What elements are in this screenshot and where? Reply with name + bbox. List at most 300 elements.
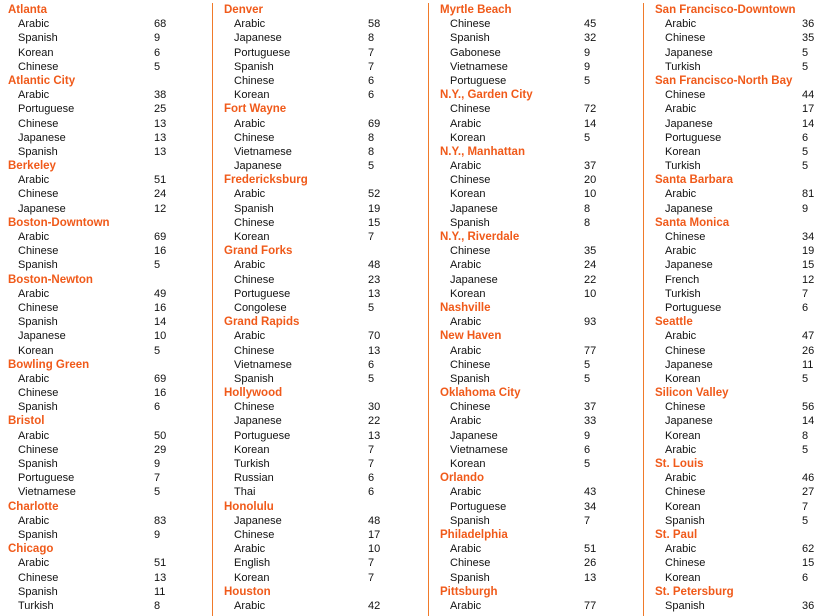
student-count: 5	[802, 160, 809, 173]
language-row	[440, 202, 606, 216]
language-row	[440, 599, 606, 613]
city-group	[440, 329, 606, 386]
city-name: Atlanta	[8, 4, 47, 16]
language-row	[440, 60, 606, 74]
language-row	[224, 74, 390, 88]
student-count: 13	[154, 131, 167, 144]
language-name: Japanese	[665, 202, 713, 215]
language-name: Arabic	[234, 599, 266, 612]
student-count: 58	[368, 18, 381, 31]
language-row	[8, 571, 176, 585]
language-row	[224, 301, 390, 315]
language-row	[655, 344, 824, 358]
student-count: 6	[584, 443, 591, 456]
language-row	[655, 485, 824, 499]
language-name: Arabic	[18, 287, 50, 300]
language-name: Portuguese	[450, 500, 507, 513]
language-row	[440, 273, 606, 287]
language-name: Portuguese	[234, 429, 291, 442]
student-count: 34	[802, 231, 815, 243]
language-row	[8, 31, 176, 45]
language-name: Korean	[234, 231, 270, 243]
language-row	[8, 471, 176, 485]
city-name: N.Y., Garden City	[440, 89, 533, 102]
city-name: Santa Barbara	[655, 174, 733, 187]
student-count: 5	[368, 160, 375, 173]
language-name: Portuguese	[234, 287, 291, 300]
language-name: Spanish	[18, 401, 58, 414]
language-name: Spanish	[18, 458, 58, 470]
language-name: Arabic	[234, 117, 266, 130]
student-count: 7	[368, 557, 375, 570]
city-name: Santa Monica	[655, 216, 730, 229]
language-row	[440, 542, 606, 556]
city-group	[440, 230, 606, 301]
student-count: 45	[584, 18, 597, 31]
city-group	[655, 315, 824, 386]
language-name: Korean	[18, 344, 54, 357]
language-name: Chinese	[18, 117, 59, 130]
city-group	[8, 358, 176, 415]
language-name: Chinese	[450, 18, 491, 31]
language-name: Chinese	[18, 301, 59, 314]
student-count: 37	[584, 401, 597, 414]
language-row	[224, 599, 390, 613]
language-name: Vietnamese	[450, 443, 508, 456]
student-count: 20	[584, 174, 597, 187]
language-row	[655, 258, 824, 272]
language-name: Arabic	[665, 245, 697, 258]
student-count: 52	[368, 188, 381, 201]
student-count: 16	[154, 245, 167, 258]
language-name: Chinese	[665, 486, 706, 499]
language-name: Japanese	[450, 202, 498, 215]
language-name: Chinese	[18, 60, 59, 73]
language-row	[224, 216, 390, 230]
language-row	[440, 102, 606, 116]
language-name: Spanish	[18, 259, 58, 272]
language-row	[655, 599, 824, 613]
language-name: Arabic	[18, 89, 50, 102]
language-name: Arabic	[450, 599, 482, 612]
student-count: 35	[584, 245, 597, 258]
city-group	[440, 301, 606, 329]
language-row	[224, 17, 390, 31]
language-row	[655, 329, 824, 343]
city-name: San Francisco-Downtown	[655, 4, 796, 16]
language-row	[655, 400, 824, 414]
language-name: Turkish	[665, 287, 701, 300]
language-row	[655, 159, 824, 173]
language-row	[440, 400, 606, 414]
student-count: 37	[584, 160, 597, 173]
student-count: 11	[154, 585, 166, 598]
language-row	[655, 301, 824, 315]
language-name: Chinese	[234, 344, 275, 357]
student-count: 13	[154, 571, 167, 584]
language-row	[8, 301, 176, 315]
language-name: Japanese	[234, 514, 282, 527]
city-group	[655, 528, 824, 585]
language-name: Spanish	[450, 372, 490, 385]
student-count: 16	[154, 387, 167, 400]
city-name: Pittsburgh	[440, 585, 498, 598]
language-name: Korean	[234, 89, 270, 102]
language-row	[440, 131, 606, 145]
language-row	[440, 358, 606, 372]
city-name: Fort Wayne	[224, 103, 287, 116]
language-name: Chinese	[18, 443, 59, 456]
student-count: 26	[802, 344, 815, 357]
language-row	[655, 500, 824, 514]
student-count: 11	[802, 358, 814, 371]
language-row	[224, 46, 390, 60]
language-name: Arabic	[665, 18, 697, 31]
student-count: 8	[584, 202, 591, 215]
student-count: 14	[154, 316, 167, 329]
student-count: 23	[368, 273, 381, 286]
student-count: 6	[154, 46, 161, 59]
student-count: 19	[802, 245, 815, 258]
city-group	[440, 585, 606, 613]
city-group	[224, 244, 390, 315]
language-name: Korean	[665, 145, 701, 158]
language-name: Chinese	[18, 245, 59, 258]
city-group	[8, 3, 176, 74]
language-name: Chinese	[450, 401, 491, 414]
language-name: Turkish	[18, 599, 54, 612]
language-row	[440, 287, 606, 301]
city-group	[8, 159, 176, 216]
language-row	[440, 514, 606, 528]
student-count: 51	[154, 557, 167, 570]
student-count: 10	[154, 330, 167, 343]
language-name: Korean	[18, 46, 54, 59]
language-name: Korean	[234, 443, 270, 456]
student-count: 5	[584, 458, 591, 470]
city-name: Charlotte	[8, 500, 59, 513]
language-name: Turkish	[665, 60, 701, 73]
student-count: 70	[368, 330, 381, 343]
language-row	[8, 599, 176, 613]
city-group	[440, 3, 606, 88]
language-name: Chinese	[18, 571, 59, 584]
language-name: Spanish	[450, 216, 490, 229]
language-row	[224, 329, 390, 343]
language-row	[8, 287, 176, 301]
student-count: 81	[802, 188, 815, 201]
city-name: N.Y., Riverdale	[440, 231, 520, 243]
student-count: 9	[584, 429, 591, 442]
student-count: 5	[584, 74, 591, 87]
language-row	[8, 131, 176, 145]
language-name: Portuguese	[450, 74, 507, 87]
language-name: Arabic	[18, 372, 50, 385]
student-count: 68	[154, 18, 167, 31]
student-count: 7	[802, 287, 809, 300]
language-row	[8, 443, 176, 457]
student-count: 8	[368, 145, 375, 158]
city-group	[440, 88, 606, 145]
language-name: Japanese	[665, 46, 713, 59]
city-name: New Haven	[440, 330, 502, 343]
language-name: Spanish	[665, 514, 705, 527]
language-row	[224, 514, 390, 528]
city-name: Oklahoma City	[440, 387, 521, 400]
language-name: Chinese	[665, 32, 706, 45]
student-count: 24	[154, 188, 167, 201]
student-count: 48	[368, 259, 381, 272]
student-count: 7	[154, 472, 161, 485]
language-name: Arabic	[234, 259, 266, 272]
student-count: 26	[584, 557, 597, 570]
student-count: 25	[154, 103, 167, 116]
language-name: Japanese	[665, 117, 713, 130]
language-name: Chinese	[665, 89, 706, 102]
city-group	[8, 414, 176, 499]
language-name: Arabic	[450, 486, 482, 499]
language-name: Spanish	[450, 571, 490, 584]
language-name: Spanish	[18, 32, 58, 45]
language-name: Chinese	[450, 245, 491, 258]
student-count: 6	[368, 89, 375, 102]
student-count: 8	[584, 216, 591, 229]
student-count: 9	[154, 528, 161, 541]
student-count: 12	[802, 273, 815, 286]
language-name: Japanese	[18, 330, 66, 343]
language-name: Japanese	[234, 415, 282, 428]
language-name: Chinese	[665, 401, 706, 414]
city-group	[655, 3, 824, 74]
language-row	[655, 571, 824, 585]
city-name: Myrtle Beach	[440, 4, 512, 16]
language-name: Korean	[234, 571, 270, 584]
language-row	[8, 457, 176, 471]
language-name: Spanish	[18, 528, 58, 541]
city-group	[224, 3, 390, 102]
city-name: Atlantic City	[8, 74, 76, 87]
student-count: 51	[154, 174, 167, 187]
language-name: English	[234, 557, 271, 570]
city-column	[440, 3, 606, 613]
language-row	[224, 471, 390, 485]
student-count: 7	[368, 46, 375, 59]
student-count: 14	[584, 117, 597, 130]
language-row	[224, 414, 390, 428]
language-row	[655, 31, 824, 45]
language-row	[224, 358, 390, 372]
language-row	[440, 485, 606, 499]
student-count: 7	[584, 514, 591, 527]
language-name: French	[665, 273, 700, 286]
language-name: Arabic	[450, 543, 482, 556]
city-group	[655, 173, 824, 216]
student-count: 9	[154, 458, 161, 470]
language-name: Portuguese	[234, 46, 291, 59]
language-row	[224, 60, 390, 74]
student-count: 13	[154, 145, 167, 158]
language-row	[8, 145, 176, 159]
city-name: Houston	[224, 585, 271, 598]
city-name: Bristol	[8, 415, 45, 428]
column-divider	[428, 3, 429, 616]
student-count: 27	[802, 486, 815, 499]
student-count: 9	[584, 60, 591, 73]
language-name: Arabic	[665, 188, 697, 201]
language-row	[655, 287, 824, 301]
city-group	[8, 74, 176, 159]
language-row	[8, 187, 176, 201]
city-group	[8, 273, 176, 358]
language-row	[440, 457, 606, 471]
language-name: Chinese	[665, 344, 706, 357]
city-group	[440, 528, 606, 585]
language-row	[8, 514, 176, 528]
student-count: 6	[802, 131, 809, 144]
language-row	[8, 556, 176, 570]
language-name: Japanese	[450, 429, 498, 442]
language-row	[224, 230, 390, 244]
student-count: 6	[802, 571, 809, 584]
student-count: 72	[584, 103, 597, 116]
language-row	[8, 485, 176, 499]
student-count: 5	[154, 486, 161, 499]
language-row	[440, 187, 606, 201]
language-name: Chinese	[18, 387, 59, 400]
language-row	[8, 585, 176, 599]
city-group	[224, 102, 390, 173]
language-row	[655, 145, 824, 159]
language-name: Japanese	[18, 131, 66, 144]
student-count: 34	[584, 500, 597, 513]
student-count: 17	[802, 103, 815, 116]
city-name: Boston-Newton	[8, 273, 93, 286]
language-name: Vietnamese	[234, 145, 292, 158]
student-count: 30	[368, 401, 381, 414]
language-name: Korean	[665, 372, 701, 385]
language-name: Spanish	[665, 599, 705, 612]
language-row	[224, 31, 390, 45]
language-row	[224, 400, 390, 414]
language-name: Turkish	[665, 160, 701, 173]
language-name: Spanish	[18, 316, 58, 329]
student-count: 22	[368, 415, 381, 428]
language-name: Spanish	[18, 585, 58, 598]
language-name: Chinese	[234, 273, 275, 286]
language-name: Arabic	[450, 117, 482, 130]
language-row	[8, 117, 176, 131]
language-name: Vietnamese	[450, 60, 508, 73]
student-count: 14	[802, 415, 815, 428]
language-name: Spanish	[234, 60, 274, 73]
student-count: 14	[802, 117, 815, 130]
language-row	[655, 102, 824, 116]
city-column	[8, 3, 176, 613]
language-name: Arabic	[450, 344, 482, 357]
language-name: Spanish	[234, 202, 274, 215]
language-name: Korean	[665, 500, 701, 513]
city-group	[655, 457, 824, 528]
student-count: 32	[584, 32, 597, 45]
student-count: 35	[802, 32, 815, 45]
language-name: Korean	[665, 429, 701, 442]
student-count: 5	[802, 514, 809, 527]
language-name: Chinese	[234, 216, 275, 229]
language-row	[8, 88, 176, 102]
student-count: 42	[368, 599, 381, 612]
language-name: Arabic	[18, 231, 50, 243]
language-row	[224, 571, 390, 585]
student-count: 6	[368, 74, 375, 87]
student-count: 69	[154, 372, 167, 385]
student-count: 8	[368, 32, 375, 45]
language-row	[655, 187, 824, 201]
language-name: Portuguese	[665, 301, 722, 314]
city-name: Hollywood	[224, 387, 283, 400]
student-count: 15	[802, 557, 815, 570]
language-name: Arabic	[665, 330, 697, 343]
language-name: Turkish	[234, 458, 270, 470]
language-name: Japanese	[665, 259, 713, 272]
student-count: 33	[584, 415, 597, 428]
city-group	[440, 386, 606, 471]
language-row	[8, 329, 176, 343]
language-name: Korean	[450, 287, 486, 300]
student-count: 48	[368, 514, 381, 527]
language-name: Chinese	[234, 131, 275, 144]
language-row	[655, 244, 824, 258]
language-row	[224, 485, 390, 499]
language-name: Chinese	[665, 557, 706, 570]
language-name: Chinese	[18, 188, 59, 201]
student-count: 13	[368, 429, 381, 442]
language-row	[8, 344, 176, 358]
student-count: 5	[802, 372, 809, 385]
language-row	[8, 315, 176, 329]
language-row	[440, 372, 606, 386]
language-row	[224, 344, 390, 358]
student-count: 46	[802, 472, 815, 485]
language-name: Arabic	[18, 429, 50, 442]
city-name: San Francisco-North Bay	[655, 74, 793, 87]
language-row	[224, 117, 390, 131]
language-name: Arabic	[450, 415, 482, 428]
language-row	[440, 571, 606, 585]
language-row	[8, 60, 176, 74]
language-name: Spanish	[450, 32, 490, 45]
language-row	[8, 386, 176, 400]
language-row	[8, 244, 176, 258]
language-name: Arabic	[18, 174, 50, 187]
student-count: 77	[584, 344, 597, 357]
language-row	[8, 400, 176, 414]
language-row	[655, 443, 824, 457]
student-count: 10	[368, 543, 381, 556]
city-group	[8, 500, 176, 543]
language-row	[440, 500, 606, 514]
city-name: Chicago	[8, 543, 54, 556]
student-count: 15	[368, 216, 381, 229]
language-name: Arabic	[665, 543, 697, 556]
city-group	[655, 74, 824, 173]
language-row	[440, 46, 606, 60]
city-group	[224, 173, 390, 244]
student-count: 12	[154, 202, 167, 215]
language-name: Arabic	[234, 18, 266, 31]
student-count: 13	[154, 117, 167, 130]
student-count: 50	[154, 429, 167, 442]
language-row	[224, 429, 390, 443]
